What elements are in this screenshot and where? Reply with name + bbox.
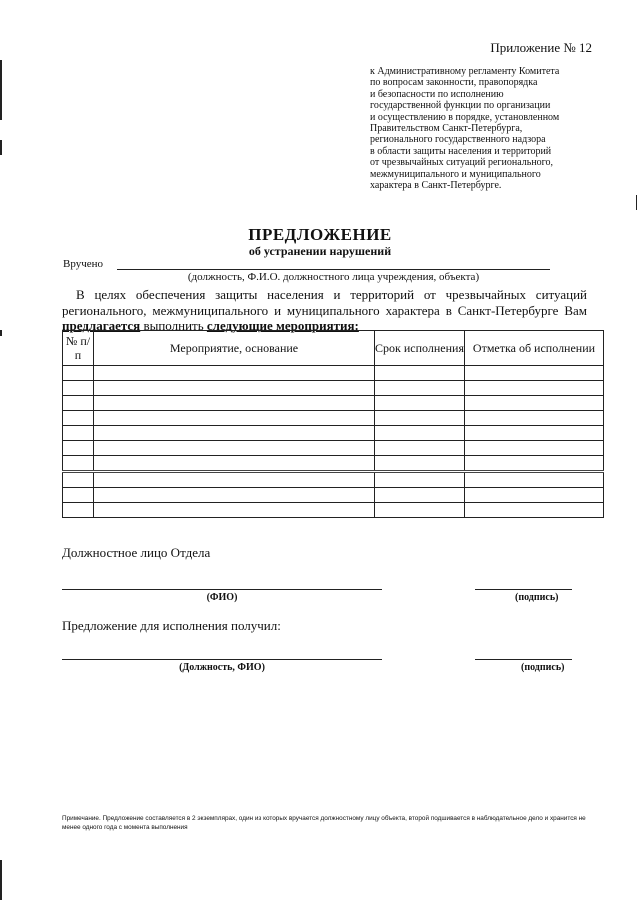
table-row bbox=[63, 366, 604, 381]
table-cell[interactable] bbox=[465, 472, 604, 488]
table-row bbox=[63, 396, 604, 411]
table-header-row bbox=[63, 331, 604, 366]
table-cell[interactable] bbox=[94, 411, 375, 426]
table-cell[interactable] bbox=[375, 366, 465, 381]
regulation-note-line: государственной функции по организации bbox=[370, 100, 551, 112]
official-signature-field[interactable] bbox=[475, 589, 572, 590]
table-row bbox=[63, 381, 604, 396]
table-cell[interactable] bbox=[465, 366, 604, 381]
official-fio-field[interactable] bbox=[62, 589, 382, 590]
table-cell[interactable] bbox=[465, 456, 604, 472]
intro-emphasis: следующие мероприятия: bbox=[206, 318, 359, 333]
regulation-note-line: характера в Санкт-Петербурге. bbox=[370, 180, 502, 192]
table-cell[interactable] bbox=[465, 503, 604, 518]
regulation-note-line: и безопасности по исполнению bbox=[370, 88, 504, 100]
table-cell[interactable] bbox=[465, 488, 604, 503]
footnote: Примечание. Предложение составляется в 2 экземплярах, один из которых вручается должностному лицу объекта, второй подшивается в наблюдательное дело и хранится не менее одного года с момента выполнения bbox=[62, 815, 586, 831]
regulation-note-line: от чрезвычайных ситуаций регионального, bbox=[370, 157, 554, 169]
table-cell[interactable] bbox=[94, 441, 375, 456]
regulation-note-line: в области защиты населения и территорий bbox=[370, 145, 552, 157]
intro-emphasis: предлагается bbox=[62, 318, 141, 333]
column-header-number: № п/п bbox=[63, 331, 94, 366]
table-cell[interactable] bbox=[465, 426, 604, 441]
table-cell[interactable] bbox=[375, 472, 465, 488]
intro-text: В целях обеспечения защиты населения и территорий от чрезвычайных ситуаций регионального, межмуниципального и муниципального характера в Санкт-Петербурге Вам bbox=[62, 287, 587, 318]
issued-field[interactable] bbox=[117, 269, 550, 270]
table-cell[interactable] bbox=[94, 381, 375, 396]
table-cell[interactable] bbox=[63, 396, 94, 411]
table-row bbox=[63, 488, 604, 503]
table-row bbox=[63, 411, 604, 426]
table-cell[interactable] bbox=[375, 503, 465, 518]
table-cell[interactable] bbox=[63, 472, 94, 488]
column-header-measure: Мероприятие, основание bbox=[94, 331, 375, 366]
table-cell[interactable] bbox=[63, 441, 94, 456]
table-cell[interactable] bbox=[63, 426, 94, 441]
table-cell[interactable] bbox=[94, 426, 375, 441]
table-cell[interactable] bbox=[375, 488, 465, 503]
intro-middle: выполнить bbox=[140, 318, 207, 333]
regulation-note-line: к Административному регламенту Комитета bbox=[370, 66, 560, 77]
table-cell[interactable] bbox=[63, 366, 94, 381]
table-cell[interactable] bbox=[94, 456, 375, 472]
regulation-note-line: Правительством Санкт-Петербурга, bbox=[370, 123, 523, 135]
regulation-note bbox=[370, 66, 610, 191]
table-cell[interactable] bbox=[63, 456, 94, 472]
table-cell[interactable] bbox=[63, 503, 94, 518]
scan-edge-mark bbox=[0, 330, 2, 336]
table-cell[interactable] bbox=[465, 441, 604, 456]
document-title: ПРЕДЛОЖЕНИЕ bbox=[248, 225, 392, 244]
table-cell[interactable] bbox=[375, 381, 465, 396]
regulation-note-line: межмуниципального и муниципального bbox=[370, 168, 541, 180]
scan-edge-mark bbox=[0, 60, 2, 120]
recipient-position-fio-field[interactable] bbox=[62, 659, 382, 660]
table-cell[interactable] bbox=[375, 411, 465, 426]
measures-table bbox=[62, 330, 604, 518]
table-cell[interactable] bbox=[465, 396, 604, 411]
issued-hint: (должность, Ф.И.О. должностного лица учреждения, объекта) bbox=[187, 271, 480, 283]
column-header-completion-mark: Отметка об исполнении bbox=[465, 331, 604, 366]
table-row bbox=[63, 503, 604, 518]
table-cell[interactable] bbox=[465, 411, 604, 426]
table-cell[interactable] bbox=[63, 381, 94, 396]
table-cell[interactable] bbox=[94, 503, 375, 518]
column-header-deadline: Срок исполнения bbox=[375, 331, 465, 366]
table-cell[interactable] bbox=[94, 472, 375, 488]
scan-edge-mark bbox=[636, 195, 637, 210]
table-row bbox=[63, 472, 604, 488]
table-cell[interactable] bbox=[63, 488, 94, 503]
regulation-note-line: по вопросам законности, правопорядка bbox=[370, 77, 538, 89]
document-subtitle: об устранении нарушений bbox=[248, 244, 392, 258]
table-cell[interactable] bbox=[94, 488, 375, 503]
appendix-number: Приложение № 12 bbox=[490, 40, 592, 55]
received-heading: Предложение для исполнения получил: bbox=[62, 618, 281, 633]
table-cell[interactable] bbox=[63, 411, 94, 426]
table-cell[interactable] bbox=[375, 426, 465, 441]
table-cell[interactable] bbox=[375, 396, 465, 411]
intro-paragraph bbox=[62, 287, 587, 334]
table-cell[interactable] bbox=[375, 456, 465, 472]
table-cell[interactable] bbox=[375, 441, 465, 456]
regulation-note-line: и осуществлению в порядке, установленном bbox=[370, 111, 560, 123]
fio-caption: (ФИО) bbox=[206, 592, 238, 603]
position-fio-caption: (Должность, ФИО) bbox=[179, 662, 265, 673]
recipient-signature-field[interactable] bbox=[475, 659, 572, 660]
regulation-note-line: регионального государственного надзора bbox=[370, 134, 546, 146]
official-heading: Должностное лицо Отдела bbox=[62, 545, 211, 560]
table-cell[interactable] bbox=[94, 396, 375, 411]
issued-label: Вручено bbox=[63, 258, 103, 270]
table-cell[interactable] bbox=[94, 366, 375, 381]
table-cell[interactable] bbox=[465, 381, 604, 396]
table-row bbox=[63, 456, 604, 472]
signature-caption: (подпись) bbox=[515, 592, 559, 603]
table-row bbox=[63, 441, 604, 456]
table-row bbox=[63, 426, 604, 441]
signature-caption: (подпись) bbox=[521, 662, 565, 673]
scan-edge-mark bbox=[0, 860, 2, 900]
scan-edge-mark bbox=[0, 140, 2, 155]
